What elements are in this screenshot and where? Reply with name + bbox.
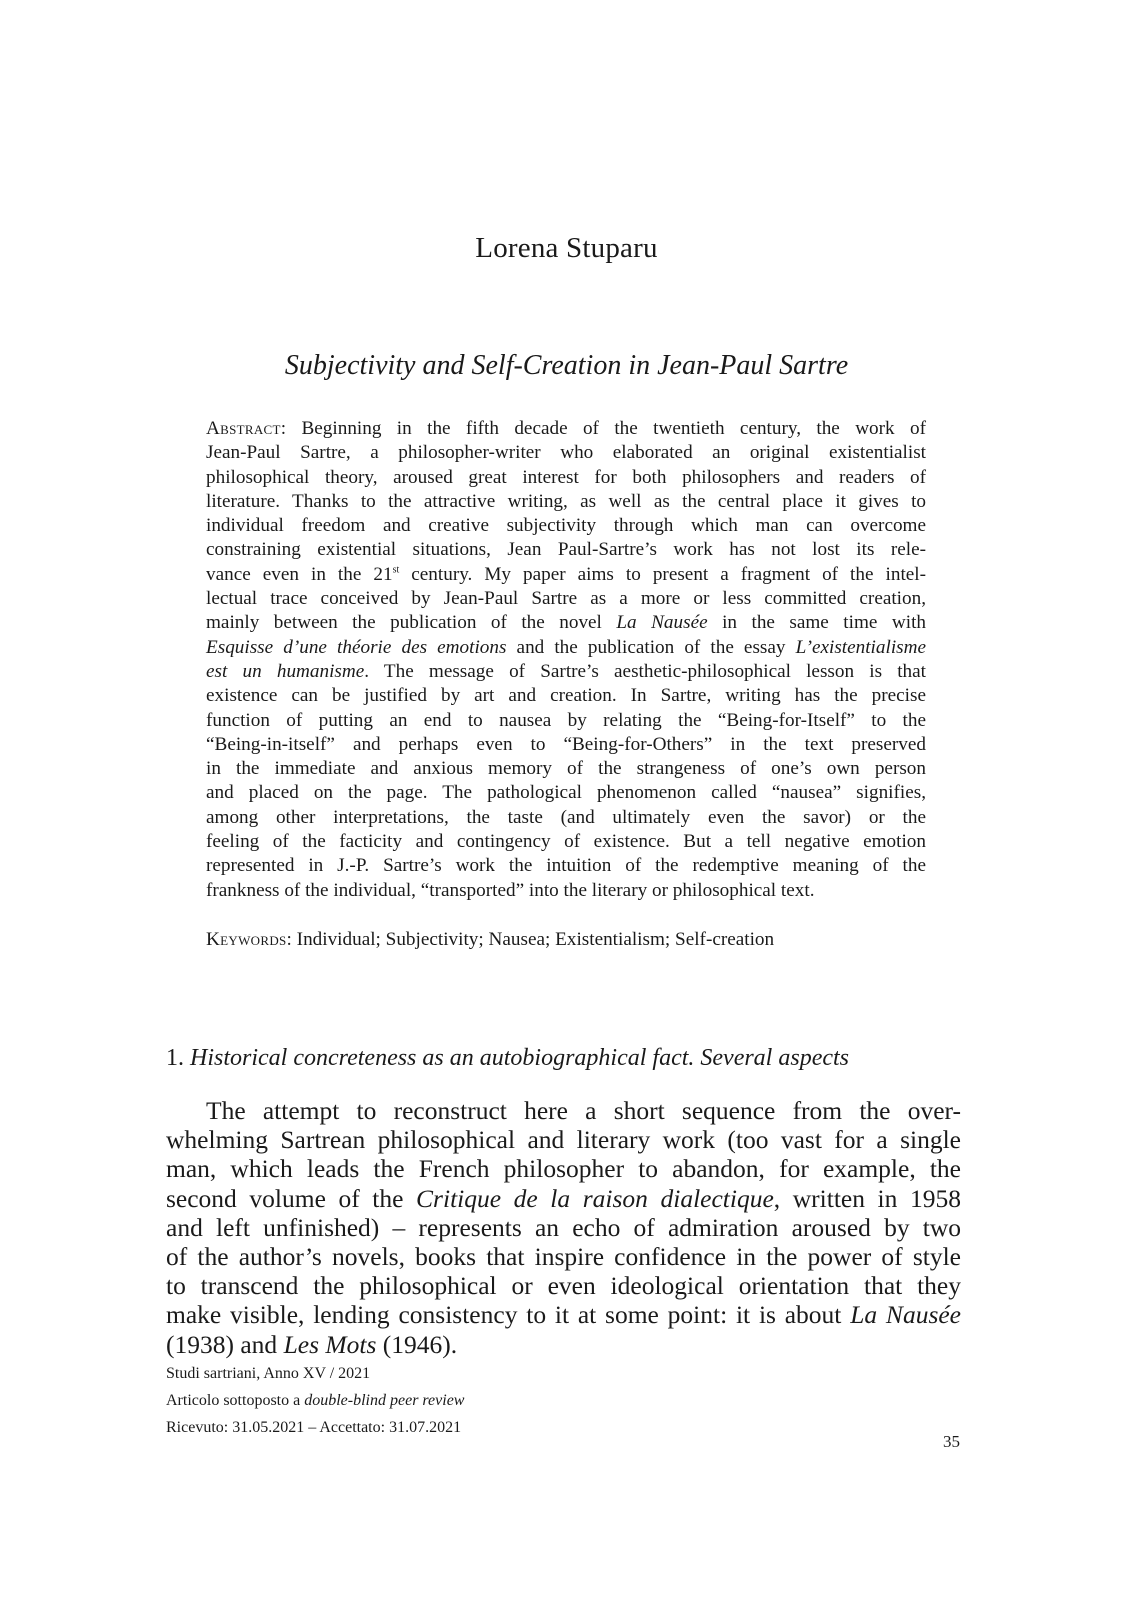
abstract-line: frankness of the individual, “transported” into the literary or philosophical text. bbox=[206, 879, 815, 901]
abstract-line: among other interpretations, the taste (and ultimately even the savor) or the bbox=[206, 806, 926, 828]
italic-title: est un humanisme bbox=[206, 660, 365, 682]
abstract-label: Abstract bbox=[206, 418, 281, 439]
abstract-line: Jean-Paul Sartre, a philosopher-writer who elaborated an original existentialist bbox=[206, 442, 926, 464]
footer-dates: Ricevuto: 31.05.2021 – Accettato: 31.07.2021 bbox=[166, 1419, 462, 1436]
abstract-line: existence can be justified by art and creation. In Sartre, writing has the precise bbox=[206, 685, 926, 707]
body-line: second volume of the Critique de la raison dialectique, written in 1958 bbox=[166, 1183, 961, 1213]
section-number: 1. bbox=[166, 1045, 190, 1071]
abstract-line: mainly between the publication of the novel La Nausée in the same time with bbox=[206, 612, 926, 634]
abstract-line: lectual trace conceived by Jean-Paul Sartre as a more or less committed creation, bbox=[206, 588, 926, 610]
section-title: Historical concreteness as an autobiographical fact. Several aspects bbox=[190, 1045, 850, 1071]
keywords-label: Keywords bbox=[206, 929, 287, 950]
page-number: 35 bbox=[943, 1432, 960, 1451]
italic-title: Critique de la raison dialectique bbox=[416, 1183, 774, 1213]
body-line: of the author’s novels, books that inspire confidence in the power of style bbox=[166, 1242, 961, 1272]
abstract-line: in the immediate and anxious memory of the strangeness of one’s own person bbox=[206, 758, 926, 780]
keywords-list: : Individual; Subjectivity; Nausea; Existentialism; Self-creation bbox=[286, 929, 775, 950]
italic-title: Esquisse d’une théorie des emotions bbox=[206, 636, 507, 658]
author-name: Lorena Stuparu bbox=[475, 232, 658, 264]
abstract-line: philosophical theory, aroused great interest for both philosophers and readers of bbox=[206, 466, 926, 488]
keywords bbox=[206, 928, 926, 952]
body-line: make visible, lending consistency to it at some point: it is about La Nausée bbox=[166, 1300, 962, 1330]
body-line: The attempt to reconstruct here a short sequence from the over- bbox=[206, 1096, 961, 1125]
body-line: man, which leads the French philosopher to abandon, for example, the bbox=[166, 1154, 961, 1184]
italic-title: La Nausée bbox=[850, 1300, 962, 1330]
italic-title: Les Mots bbox=[283, 1329, 377, 1359]
footer-journal: Studi sartriani, Anno XV / 2021 bbox=[166, 1365, 371, 1382]
body-line: (1938) and Les Mots (1946). bbox=[166, 1329, 458, 1359]
italic-title: La Nausée bbox=[616, 612, 708, 634]
abstract-line: Abstract: Beginning in the fifth decade of the twentieth century, the work of bbox=[206, 418, 926, 439]
abstract-line: feeling of the facticity and contingency of existence. But a tell negative emotion bbox=[206, 831, 926, 853]
italic-title: L’existentialisme bbox=[795, 636, 926, 658]
body-line: and left unfinished) – represents an echo of admiration aroused by two bbox=[166, 1212, 961, 1242]
abstract bbox=[206, 417, 926, 903]
abstract-line: constraining existential situations, Jean Paul-Sartre’s work has not lost its rele- bbox=[206, 539, 926, 561]
footer-review: Articolo sottoposto a double-blind peer review bbox=[166, 1392, 465, 1409]
abstract-line: Esquisse d’une théorie des emotions and the publication of the essay L’existentialisme bbox=[206, 636, 926, 658]
abstract-line: represented in J.-P. Sartre’s work the intuition of the redemptive meaning of the bbox=[206, 855, 926, 877]
abstract-line: individual freedom and creative subjectivity through which man can overcome bbox=[206, 515, 926, 537]
abstract-line: function of putting an end to nausea by relating the “Being-for-Itself” to the bbox=[206, 709, 926, 731]
superscript: st bbox=[392, 564, 400, 576]
abstract-line: “Being-in-itself” and perhaps even to “Being-for-Others” in the text preserved bbox=[206, 733, 926, 755]
body-paragraph bbox=[166, 1096, 961, 1359]
abstract-line: est un humanisme. The message of Sartre’s aesthetic-philosophical lesson is that bbox=[206, 660, 926, 682]
footer bbox=[166, 1360, 766, 1441]
abstract-line: and placed on the page. The pathological phenomenon called “nausea” signifies, bbox=[206, 782, 926, 804]
article-title: Subjectivity and Self-Creation in Jean-Paul Sartre bbox=[284, 350, 849, 381]
section-heading bbox=[166, 1043, 966, 1073]
body-line: whelming Sartrean philosophical and literary work (too vast for a single bbox=[166, 1125, 961, 1155]
abstract-line: vance even in the 21st century. My paper aims to present a fragment of the intel- bbox=[206, 563, 927, 585]
abstract-line: literature. Thanks to the attractive writing, as well as the central place it gives to bbox=[206, 490, 926, 512]
body-line: to transcend the philosophical or even ideological orientation that they bbox=[166, 1271, 961, 1301]
